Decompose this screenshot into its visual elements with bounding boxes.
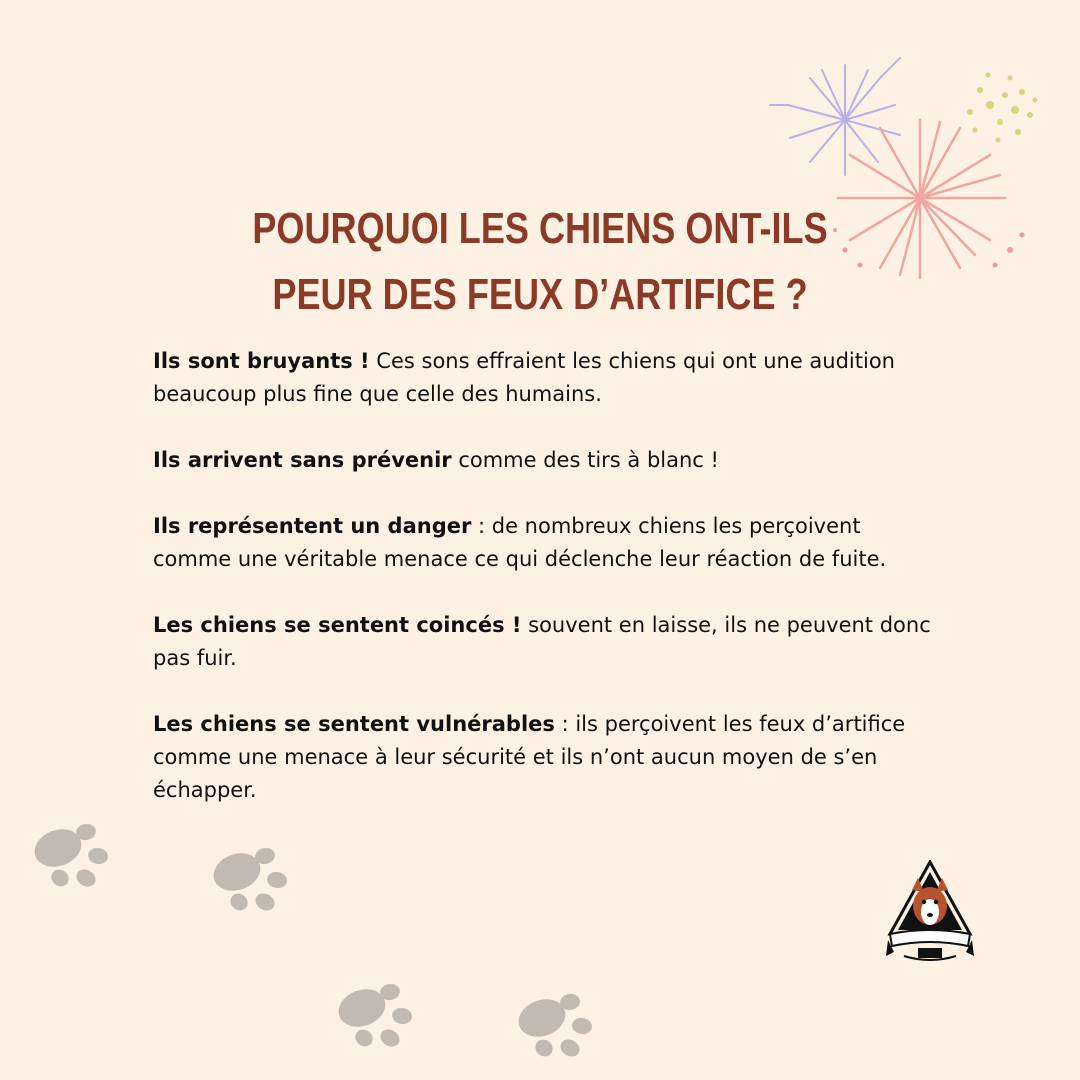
reason-paragraph: [153, 609, 943, 675]
firework-lavender: [770, 58, 900, 175]
reason-heading: Les chiens se sentent vulnérables: [153, 712, 555, 736]
reason-text: souvent en laisse, ils ne peuvent donc pas fuir.: [153, 613, 931, 670]
reason-paragraph: [153, 444, 943, 477]
reason-heading: Ils arrivent sans prévenir: [153, 448, 452, 472]
reason-heading: Ils représentent un danger: [153, 514, 472, 538]
reason-text: : ils perçoivent les feux d’artifice comme une menace à leur sécurité et ils n’ont aucun moyen de s’en échapper.: [153, 712, 906, 802]
reason-text: comme des tirs à blanc !: [451, 448, 719, 472]
firework-yellow: [967, 73, 1038, 143]
paw-print-icon: [512, 988, 602, 1072]
reasons-list: [153, 345, 943, 840]
reason-paragraph: [153, 345, 943, 411]
paw-print-icon: [28, 818, 118, 902]
reason-text: Ces sons effraient les chiens qui ont une audition beaucoup plus fine que celle des humains.: [153, 349, 895, 406]
reason-heading: Les chiens se sentent coincés !: [153, 613, 522, 637]
paw-print-icon: [332, 978, 422, 1062]
title-line-1: POURQUOI LES CHIENS ONT-ILS: [252, 204, 828, 253]
reason-paragraph: [153, 708, 943, 807]
paw-print-icon: [207, 842, 297, 926]
page-title: [97, 196, 983, 328]
reason-paragraph: [153, 510, 943, 576]
reason-text: : de nombreux chiens les perçoivent comme une véritable menace ce qui déclenche leur réaction de fuite.: [153, 514, 887, 571]
husky-logo: [884, 860, 976, 974]
title-line-2: PEUR DES FEUX D’ARTIFICE ?: [272, 270, 808, 319]
reason-heading: Ils sont bruyants !: [153, 349, 370, 373]
